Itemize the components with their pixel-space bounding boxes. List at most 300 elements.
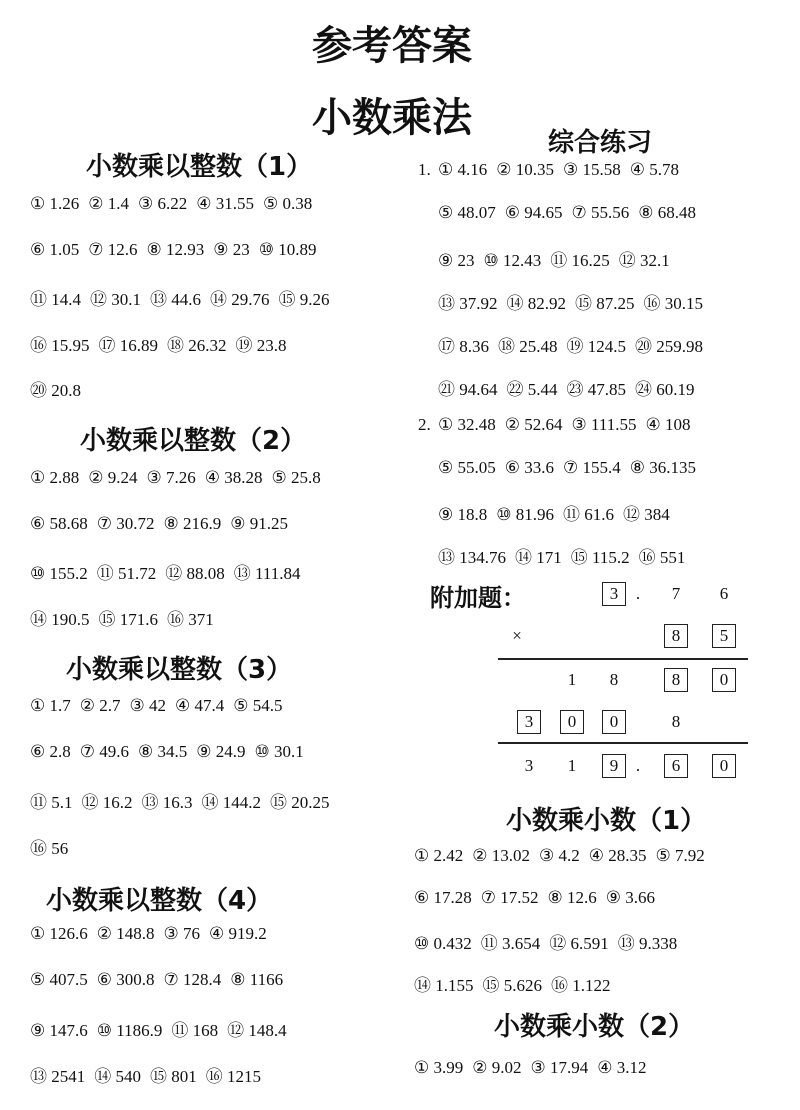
- answer-item: [618, 929, 678, 954]
- answer-item: [227, 1016, 287, 1041]
- item-value: 3.12: [616, 1058, 647, 1077]
- item-value: 216.9: [183, 513, 222, 533]
- answer-item: [97, 924, 155, 944]
- answer-item: [656, 846, 705, 866]
- answer-item: [138, 742, 187, 762]
- section-title: 小数乘以整数（2）: [80, 426, 307, 456]
- item-number: ⑳: [30, 381, 47, 401]
- answer-item: [30, 331, 90, 356]
- section-title: 小数乘小数（1）: [506, 806, 707, 836]
- item-number: ⑥: [96, 970, 112, 990]
- item-number: ⑦: [88, 239, 104, 260]
- item-value: 12.43: [503, 251, 542, 270]
- item-value: 1186.9: [116, 1021, 163, 1040]
- answer-item: [630, 160, 679, 180]
- item-number: ⑫: [549, 934, 567, 954]
- answer-item: [597, 1058, 646, 1078]
- item-value: 6.591: [570, 934, 609, 953]
- answer-item: [30, 788, 73, 813]
- answer-row: [438, 246, 679, 271]
- digit: .: [635, 584, 641, 603]
- item-value: 124.5: [587, 337, 626, 356]
- answer-row: [30, 605, 223, 630]
- answer-item: [572, 415, 637, 435]
- item-number: ⑫: [623, 505, 640, 525]
- item-value: 24.9: [215, 742, 246, 761]
- item-number: ⑧: [547, 887, 563, 908]
- answer-row: [30, 1062, 270, 1087]
- item-number: ①: [30, 194, 46, 214]
- answer-item: [196, 742, 245, 762]
- answer-item: [539, 846, 580, 866]
- item-value: 8.36: [459, 337, 489, 356]
- item-value: 28.35: [608, 846, 647, 865]
- item-number: ⑧: [163, 513, 179, 534]
- item-value: 259.98: [656, 337, 703, 356]
- item-value: 540: [115, 1067, 141, 1086]
- item-number: ⑭: [210, 290, 227, 310]
- answer-item: [438, 289, 498, 314]
- answer-row: [438, 500, 679, 525]
- item-number: ①: [30, 468, 46, 488]
- item-value: 26.32: [188, 335, 227, 355]
- answer-item: [205, 468, 263, 488]
- answer-item: [279, 285, 330, 310]
- answer-item: [563, 458, 621, 478]
- item-number: ⑭: [506, 294, 524, 314]
- item-number: ⑨: [438, 251, 454, 271]
- item-number: ㉔: [635, 380, 652, 400]
- answer-item: [438, 203, 496, 223]
- item-number: ⑭: [94, 1067, 112, 1087]
- item-value: 1.7: [49, 696, 71, 715]
- answer-item: [505, 458, 554, 478]
- item-value: 12.93: [166, 239, 205, 259]
- item-number: ⑮: [482, 975, 500, 996]
- answer-item: [150, 1062, 197, 1087]
- answer-item: [30, 514, 88, 534]
- answer-row: [438, 375, 704, 400]
- item-number: ⑦: [163, 970, 179, 990]
- item-value: 0.432: [433, 934, 472, 953]
- answer-item: [94, 1062, 141, 1087]
- item-number: ⑦: [79, 742, 95, 762]
- item-value: 171: [536, 547, 562, 567]
- item-value: 55.56: [591, 203, 630, 222]
- item-number: ⑩: [414, 934, 430, 954]
- answer-item: [30, 742, 71, 762]
- answer-row: [414, 929, 686, 954]
- answer-item: [90, 285, 141, 310]
- answer-row: [30, 240, 326, 260]
- answer-item: [438, 415, 496, 435]
- item-value: 551: [659, 547, 686, 567]
- item-number: ④: [204, 468, 220, 488]
- answer-item: [414, 934, 472, 954]
- item-value: 15.95: [51, 335, 90, 355]
- answer-item: [147, 468, 196, 488]
- item-number: ⑫: [90, 290, 107, 310]
- answer-item: [481, 888, 539, 908]
- item-number: ⑩: [254, 742, 270, 762]
- item-number: ⑥: [504, 203, 520, 223]
- item-value: 148.8: [116, 924, 155, 943]
- item-value: 801: [171, 1067, 197, 1086]
- item-value: 42: [149, 696, 166, 715]
- answer-item: [210, 285, 270, 310]
- item-value: 12.6: [567, 887, 597, 907]
- item-number: ⑯: [638, 547, 656, 568]
- answer-item: [167, 331, 227, 356]
- item-number: ⑧: [230, 970, 246, 990]
- digit: 8: [671, 670, 681, 689]
- item-value: 34.5: [157, 742, 188, 761]
- answer-row: [414, 846, 714, 866]
- item-value: 54.5: [252, 696, 283, 715]
- item-number: ⑯: [643, 294, 661, 314]
- answer-item: [142, 788, 193, 813]
- item-value: 300.8: [116, 970, 155, 989]
- answer-item: [548, 888, 597, 908]
- item-number: ⑤: [655, 846, 671, 866]
- answer-row: [30, 1016, 296, 1041]
- answer-item: [484, 251, 542, 271]
- item-value: 115.2: [592, 547, 630, 567]
- answer-item: [30, 970, 88, 990]
- item-number: ⑧: [629, 457, 645, 478]
- item-value: 1.4: [107, 194, 129, 213]
- item-number: ③: [539, 846, 555, 866]
- item-value: 37.92: [459, 294, 498, 313]
- item-number: ⑮: [278, 290, 296, 310]
- item-number: ②: [496, 160, 512, 180]
- item-value: 10.35: [515, 160, 554, 179]
- item-value: 20.8: [51, 381, 81, 400]
- item-value: 919.2: [228, 924, 267, 943]
- item-value: 30.72: [116, 513, 155, 533]
- item-value: 58.68: [49, 513, 88, 533]
- item-value: 6.22: [157, 194, 188, 213]
- item-number: ⑮: [150, 1067, 167, 1087]
- item-number: ⑬: [141, 793, 159, 813]
- item-number: ⑬: [438, 547, 455, 568]
- answer-item: [438, 251, 475, 271]
- digit: 8: [671, 626, 681, 645]
- item-value: 25.8: [291, 468, 321, 487]
- answer-item: [97, 970, 155, 990]
- answer-item: [30, 468, 79, 488]
- item-value: 2.8: [49, 742, 71, 761]
- item-number: ⑨: [230, 513, 246, 534]
- answer-item: [414, 888, 472, 908]
- answer-item: [606, 888, 655, 908]
- item-number: ③: [563, 160, 579, 180]
- answer-item: [202, 788, 262, 813]
- answer-row: [414, 1058, 656, 1078]
- answer-item: [496, 160, 554, 180]
- item-number: ②: [472, 846, 488, 866]
- item-number: ⑫: [165, 564, 183, 584]
- answer-row: [30, 331, 296, 356]
- answer-item: [236, 331, 287, 356]
- item-number: ③: [129, 696, 145, 716]
- answer-item: [88, 240, 137, 260]
- item-value: 15.58: [582, 160, 621, 179]
- answer-item: [30, 1062, 85, 1087]
- answer-item: [498, 332, 558, 357]
- answer-item: [99, 605, 159, 630]
- digit: 8: [671, 712, 681, 731]
- answer-item: [175, 696, 224, 716]
- item-value: 9.26: [299, 290, 330, 309]
- answer-item: [130, 696, 167, 716]
- item-value: 1215: [227, 1067, 261, 1086]
- item-value: 155.4: [582, 457, 621, 477]
- answer-item: [171, 1016, 218, 1041]
- answer-row: [414, 888, 664, 908]
- answer-item: [481, 929, 541, 954]
- answer-row: [438, 332, 712, 357]
- answer-item: [472, 846, 530, 866]
- item-number: ③: [571, 415, 587, 435]
- answer-item: [635, 332, 703, 357]
- item-value: 168: [192, 1021, 219, 1040]
- item-number: ⑱: [167, 335, 184, 356]
- item-number: ①: [30, 924, 46, 944]
- item-value: 48.07: [457, 203, 496, 222]
- item-value: 5.1: [51, 793, 73, 812]
- digit: 1: [567, 670, 577, 689]
- answer-item: [196, 194, 254, 214]
- item-number: ②: [88, 468, 104, 488]
- item-number: ②: [504, 415, 520, 435]
- answer-item: [164, 514, 222, 534]
- item-value: 111.55: [591, 415, 637, 434]
- answer-item: [230, 514, 288, 534]
- item-value: 56: [51, 839, 69, 858]
- section-title: 综合练习: [548, 128, 653, 158]
- item-value: 3.66: [625, 887, 655, 907]
- answer-item: [213, 240, 250, 260]
- item-number: ⑩: [30, 564, 46, 584]
- item-number: ㉓: [566, 380, 584, 400]
- bonus-title: 附加题：: [430, 584, 526, 612]
- item-value: 147.6: [49, 1021, 88, 1040]
- answer-row: [30, 559, 310, 584]
- answer-item: [30, 834, 68, 859]
- item-number: ⑲: [566, 337, 584, 357]
- answer-item: [30, 194, 79, 214]
- digit: 6: [719, 584, 729, 603]
- item-value: 16.89: [119, 335, 158, 355]
- item-value: 3.654: [502, 934, 541, 953]
- answer-item: [167, 605, 214, 630]
- item-value: 55.05: [457, 457, 496, 477]
- answer-item: [630, 458, 696, 478]
- item-number: ⑦: [480, 887, 496, 908]
- item-number: ④: [209, 924, 225, 944]
- item-value: 51.72: [118, 564, 157, 583]
- item-value: 17.28: [433, 887, 472, 907]
- answer-item: [575, 289, 635, 314]
- item-value: 1166: [249, 970, 284, 989]
- digit: 0: [609, 712, 619, 731]
- item-number: ⑤: [233, 696, 249, 716]
- item-number: ②: [472, 1058, 488, 1078]
- item-number: ⑩: [96, 1021, 112, 1041]
- item-value: 94.64: [459, 380, 498, 399]
- answer-item: [209, 924, 267, 944]
- answer-item: [639, 543, 686, 568]
- item-number: ⑥: [30, 239, 46, 260]
- item-number: ①: [414, 846, 430, 866]
- item-value: 13.02: [491, 846, 530, 865]
- item-value: 5.78: [649, 160, 679, 179]
- answer-row: [30, 970, 292, 990]
- item-number: ⑰: [98, 335, 116, 356]
- item-value: 128.4: [183, 970, 222, 989]
- answer-row: [30, 468, 330, 488]
- item-value: 155.2: [49, 564, 88, 583]
- digit: 6: [671, 756, 681, 775]
- item-number: ⑮: [570, 547, 588, 568]
- item-number: ⑤: [30, 970, 46, 990]
- item-value: 30.1: [111, 290, 141, 309]
- item-value: 1.26: [49, 194, 80, 213]
- item-number: ⑭: [515, 547, 532, 568]
- multiply-sign: ×: [512, 626, 522, 645]
- item-value: 25.48: [519, 337, 558, 356]
- item-number: ①: [414, 1058, 430, 1078]
- answer-row: [438, 415, 700, 435]
- answer-item: [164, 924, 201, 944]
- item-value: 30.1: [274, 742, 304, 761]
- answer-item: [259, 240, 317, 260]
- item-number: ⑨: [438, 505, 454, 525]
- item-value: 126.6: [49, 924, 88, 943]
- item-number: ⑫: [227, 1021, 245, 1041]
- item-value: 111.84: [255, 564, 301, 583]
- answer-item: [414, 1058, 463, 1078]
- item-value: 190.5: [51, 609, 90, 629]
- answer-item: [206, 1062, 261, 1087]
- item-number: ⑤: [438, 457, 454, 478]
- answer-item: [30, 240, 79, 260]
- item-value: 76: [183, 924, 200, 943]
- item-number: ⑧: [146, 239, 162, 260]
- digit: .: [635, 756, 641, 775]
- answer-item: [263, 194, 312, 214]
- answer-item: [414, 971, 474, 996]
- item-number: ⑬: [233, 564, 251, 584]
- item-value: 18.8: [457, 505, 488, 524]
- answer-item: [505, 203, 563, 223]
- item-value: 23: [457, 251, 475, 270]
- answer-row: [438, 289, 712, 314]
- item-value: 30.15: [664, 294, 703, 313]
- divider-line: [498, 742, 748, 744]
- answer-row: [30, 924, 276, 944]
- answer-item: [30, 924, 88, 944]
- answer-item: [234, 559, 301, 584]
- item-number: ⑥: [504, 457, 520, 478]
- item-number: ②: [96, 924, 112, 944]
- answer-item: [571, 543, 630, 568]
- item-value: 1.05: [49, 239, 80, 259]
- item-number: ⑱: [498, 337, 515, 357]
- answer-item: [88, 194, 129, 214]
- digit: 1: [567, 756, 577, 775]
- item-value: 91.25: [249, 513, 288, 533]
- item-number: ⑯: [167, 609, 184, 630]
- item-number: ⑨: [605, 887, 621, 908]
- item-number: ⑮: [575, 294, 592, 314]
- answer-item: [97, 559, 157, 584]
- answer-item: [438, 458, 496, 478]
- digit: 8: [609, 670, 619, 689]
- item-value: 16.2: [102, 793, 133, 812]
- item-number: ⑬: [438, 294, 455, 314]
- answer-item: [97, 514, 155, 534]
- answer-item: [563, 160, 621, 180]
- item-number: ⑨: [213, 239, 229, 260]
- answer-item: [505, 415, 563, 435]
- answer-item: [30, 376, 81, 401]
- page-subtitle: 小数乘法: [312, 95, 472, 141]
- item-number: ⑯: [30, 839, 47, 859]
- item-number: ⑨: [196, 742, 212, 762]
- item-value: 2.88: [49, 468, 80, 487]
- answer-item: [619, 246, 670, 271]
- section-title: 小数乘小数（2）: [494, 1012, 695, 1042]
- item-value: 3.99: [433, 1058, 464, 1077]
- item-number: ④: [597, 1058, 613, 1078]
- item-value: 7.92: [675, 846, 705, 865]
- answer-item: [572, 203, 630, 223]
- answer-item: [438, 505, 487, 525]
- answer-row: [438, 160, 688, 180]
- item-number: ⑬: [30, 1067, 47, 1087]
- item-number: ①: [438, 160, 454, 180]
- item-value: 144.2: [222, 793, 261, 812]
- section-title: 小数乘以整数（3）: [66, 655, 293, 685]
- item-number: ④: [196, 194, 212, 214]
- item-value: 47.4: [194, 696, 225, 715]
- section-title: 小数乘以整数（4）: [46, 886, 273, 916]
- item-number: ⑦: [96, 513, 112, 534]
- item-number: ⑭: [201, 793, 219, 813]
- item-value: 17.94: [550, 1058, 589, 1077]
- item-value: 32.48: [457, 415, 496, 434]
- item-value: 407.5: [49, 970, 88, 989]
- item-number: ⑦: [571, 203, 587, 223]
- item-number: ⑤: [263, 194, 279, 214]
- item-value: 9.02: [491, 1058, 522, 1077]
- item-value: 23: [232, 239, 250, 259]
- item-number: ②: [79, 696, 95, 716]
- item-value: 171.6: [119, 609, 158, 629]
- item-value: 14.4: [51, 290, 81, 309]
- answer-item: [165, 559, 225, 584]
- answer-row: [30, 285, 339, 310]
- item-number: ⑪: [171, 1021, 189, 1041]
- item-value: 9.338: [639, 934, 678, 953]
- answer-item: [80, 742, 129, 762]
- item-value: 44.6: [171, 290, 201, 309]
- digit: 0: [719, 670, 729, 689]
- answer-row: [30, 194, 321, 214]
- digit: 0: [719, 756, 729, 775]
